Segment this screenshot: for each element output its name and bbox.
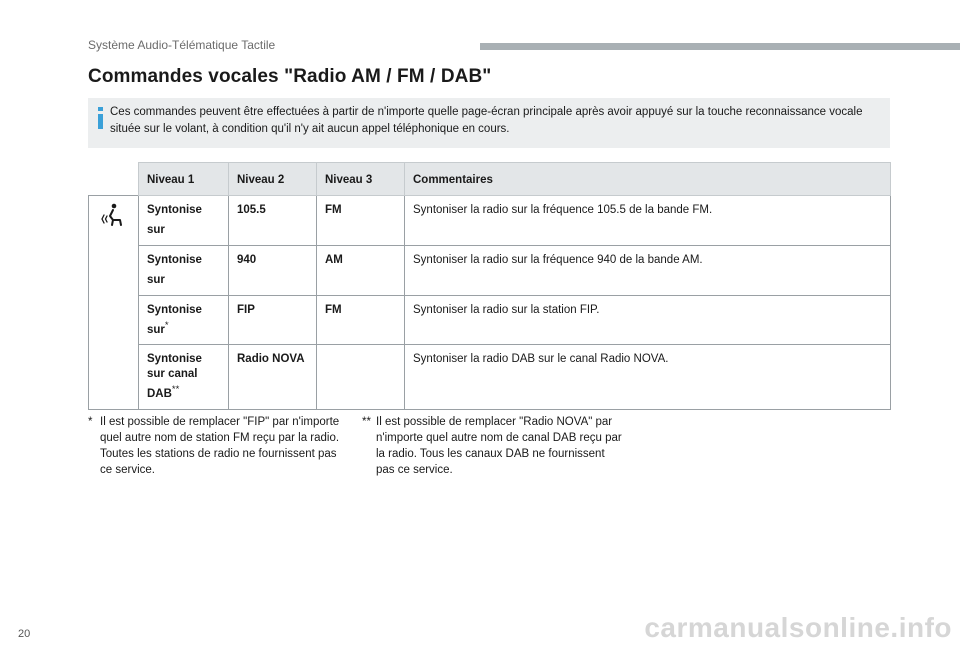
row1-level2: 105.5 bbox=[229, 196, 317, 246]
info-icon bbox=[94, 106, 108, 130]
row1-comment: Syntoniser la radio sur la fréquence 105.5 de la bande FM. bbox=[405, 196, 891, 246]
row2-comment: Syntoniser la radio sur la fréquence 940 de la bande AM. bbox=[405, 245, 891, 295]
header-level2: Niveau 2 bbox=[229, 163, 317, 196]
row4-level3 bbox=[317, 345, 405, 410]
header-bar bbox=[480, 43, 960, 50]
page-number: 20 bbox=[18, 628, 31, 640]
page-title: Commandes vocales "Radio AM / FM / DAB" bbox=[88, 66, 492, 87]
header-comments: Commentaires bbox=[405, 163, 891, 196]
footnote-mark: * bbox=[164, 319, 169, 331]
row1-level1: Syntonise sur bbox=[139, 196, 229, 246]
row3-level1: Syntonise sur* bbox=[139, 295, 229, 345]
footnote-1-text: Il est possible de remplacer "FIP" par n'importe quel autre nom de station FM reçu par la radio. Toutes les stations de radio ne fournissent pas ce service. bbox=[100, 416, 340, 476]
footnote-2 bbox=[362, 414, 622, 478]
footnote-1 bbox=[88, 414, 348, 478]
watermark: carmanualsonline.info bbox=[644, 612, 952, 643]
footnote-mark: ** bbox=[171, 384, 180, 396]
section-title: Système Audio-Télématique Tactile bbox=[88, 38, 276, 52]
table-row bbox=[89, 295, 891, 345]
header-blank bbox=[89, 163, 139, 196]
row4-comment: Syntoniser la radio DAB sur le canal Radio NOVA. bbox=[405, 345, 891, 410]
voice-commands-table bbox=[88, 162, 891, 410]
table-row bbox=[89, 345, 891, 410]
row2-level1: Syntonise sur bbox=[139, 245, 229, 295]
footnote-1-mark: * bbox=[88, 416, 93, 428]
table-row bbox=[89, 245, 891, 295]
row2-level2: 940 bbox=[229, 245, 317, 295]
icon-cell bbox=[89, 196, 139, 410]
header-level1: Niveau 1 bbox=[139, 163, 229, 196]
row4-level1: Syntonise sur canal DAB** bbox=[139, 345, 229, 410]
table-row bbox=[89, 196, 891, 246]
row3-level2: FIP bbox=[229, 295, 317, 345]
row2-level3: AM bbox=[317, 245, 405, 295]
row1-level3: FM bbox=[317, 196, 405, 246]
row4-level2: Radio NOVA bbox=[229, 345, 317, 410]
voice-command-icon bbox=[99, 202, 125, 228]
row3-comment: Syntoniser la radio sur la station FIP. bbox=[405, 295, 891, 345]
table-header-row bbox=[89, 163, 891, 196]
footnote-2-mark: ** bbox=[362, 416, 371, 428]
row3-level3: FM bbox=[317, 295, 405, 345]
info-text: Ces commandes peuvent être effectuées à partir de n'importe quelle page-écran principale après avoir appuyé sur la touche reconnaissance vocale située sur le volant, à condition qu'il n'y ait aucun appel téléphonique en cours. bbox=[110, 106, 863, 135]
footnote-2-text: Il est possible de remplacer "Radio NOVA" par n'importe quel autre nom de canal DAB reçu par la radio. Tous les canaux DAB ne fournissent pas ce service. bbox=[376, 416, 622, 476]
header-level3: Niveau 3 bbox=[317, 163, 405, 196]
info-box bbox=[88, 98, 890, 148]
